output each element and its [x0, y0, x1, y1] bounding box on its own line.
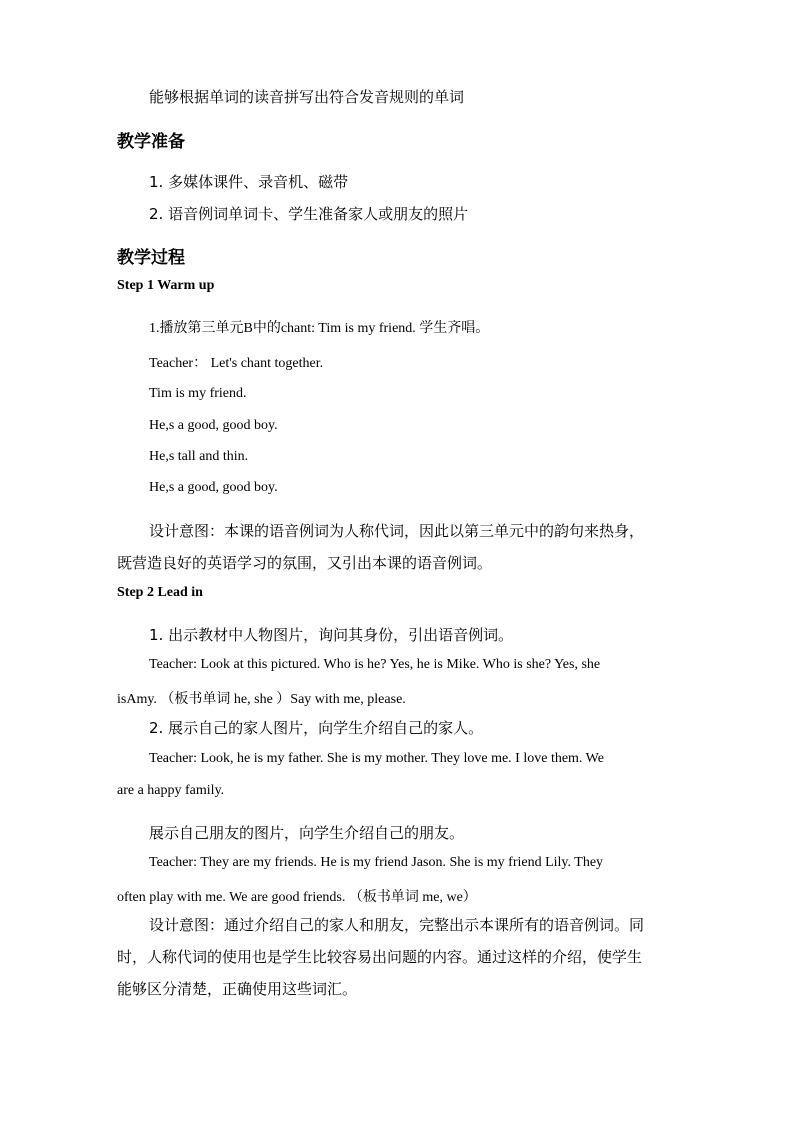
prep-heading: 教学准备	[117, 132, 185, 152]
chant-line-4: He,s a good, good boy.	[149, 480, 278, 495]
step1-design-line-2: 既营造良好的英语学习的氛围，又引出本课的语音例词。	[117, 554, 493, 572]
prep-item-1: 1. 多媒体课件、录音机、磁带	[149, 173, 349, 191]
prep-item-2: 2. 语音例词单词卡、学生准备家人或朋友的照片	[149, 205, 469, 223]
step2-design-line-2: 时，人称代词的使用也是学生比较容易出问题的内容。通过这样的介绍，使学生	[117, 948, 643, 966]
process-heading: 教学过程	[117, 248, 185, 268]
intro-line: 能够根据单词的读音拼写出符合发音规则的单词	[149, 88, 465, 106]
step2-teacher2-line-2: are a happy family.	[117, 783, 225, 798]
chant-line-2: He,s a good, good boy.	[149, 418, 278, 433]
step2-teacher2-line-1: Teacher: Look, he is my father. She is my mother. They love me. I love them. We	[149, 751, 604, 766]
step2-design-line-1: 设计意图：通过介绍自己的家人和朋友，完整出示本课所有的语音例词。同	[149, 916, 645, 934]
step2-item-1: 1. 出示教材中人物图片，询问其身份，引出语音例词。	[149, 626, 514, 644]
step2-heading: Step 2 Lead in	[117, 585, 203, 600]
chant-line-3: He,s tall and thin.	[149, 449, 249, 464]
step2-teacher1-line-1: Teacher: Look at this pictured. Who is he? Yes, he is Mike. Who is she? Yes, she	[149, 657, 601, 672]
step1-heading: Step 1 Warm up	[117, 278, 215, 293]
chant-line-1: Tim is my friend.	[149, 386, 247, 401]
step1-teacher-line: Teacher： Let's chant together.	[149, 356, 324, 371]
step2-item-2: 2. 展示自己的家人图片，向学生介绍自己的家人。	[149, 719, 484, 737]
step2-item-3: 展示自己朋友的图片，向学生介绍自己的朋友。	[149, 824, 465, 842]
step2-teacher3-line-2: often play with me. We are good friends. （板书单词 me, we）	[117, 890, 477, 905]
step1-design-line-1: 设计意图：本课的语音例词为人称代词，因此以第三单元中的韵句来热身，	[149, 522, 645, 540]
step2-teacher1-line-2: isAmy. （板书单词 he, she ）Say with me, please.	[117, 692, 406, 707]
step1-item-1: 1.播放第三单元B中的chant: Tim is my friend. 学生齐唱。	[149, 321, 490, 336]
step2-design-line-3: 能够区分清楚，正确使用这些词汇。	[117, 980, 358, 998]
step2-teacher3-line-1: Teacher: They are my friends. He is my friend Jason. She is my friend Lily. They	[149, 855, 604, 870]
